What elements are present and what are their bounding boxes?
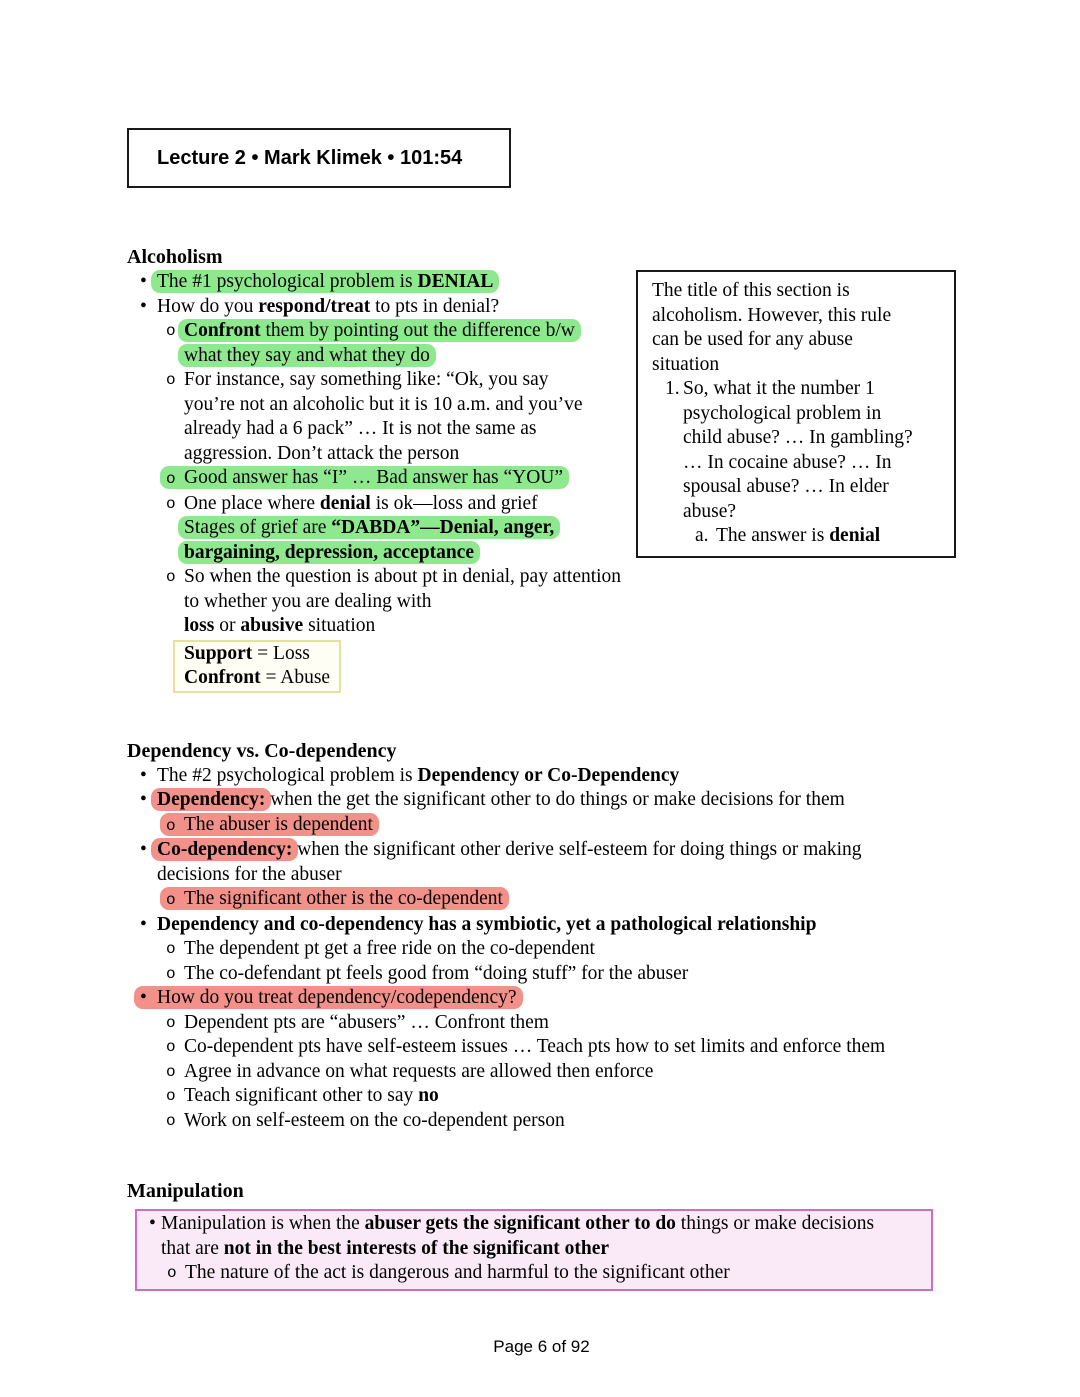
- number-marker: 1.: [665, 378, 680, 399]
- text-seg: The #2 psychological problem is: [157, 764, 418, 786]
- text-seg-bold: not in the best interests of the significant other: [223, 1237, 610, 1259]
- text-seg: The co-defendant pt feels good from “doing stuff” for the abuser: [184, 962, 689, 984]
- alc-sub-so-when: [127, 565, 956, 639]
- text-seg: How do you treat dependency/codependency?: [157, 987, 517, 1008]
- alcoholism-heading: Alcoholism: [127, 246, 223, 268]
- dep-bullet-how-treat: [134, 986, 956, 1011]
- circle-marker: o: [166, 494, 176, 513]
- dep-bullet-symbiotic: [127, 913, 956, 938]
- circle-marker: o: [166, 1013, 176, 1032]
- text-seg: you’re not an alcoholic but it is 10 a.m. and you’ve: [184, 393, 583, 415]
- text-seg: Dependent pts are “abusers” … Confront them: [184, 1011, 549, 1033]
- dep-sub-agree-advance: [127, 1060, 956, 1085]
- text-seg-bold: DENIAL: [417, 271, 494, 292]
- text-seg: For instance, say something like: “Ok, you say: [184, 369, 549, 390]
- red-highlight: [160, 887, 509, 910]
- dep-sub-free-ride: [127, 937, 956, 962]
- green-highlight: [178, 344, 436, 367]
- red-highlight: [151, 788, 271, 811]
- dep-sub-abuser-dependent: [160, 813, 956, 839]
- circle-marker: o: [166, 1038, 176, 1056]
- text-seg: abuse?: [683, 500, 737, 522]
- text-seg: situation: [652, 353, 720, 375]
- text-seg: Stages of grief are: [184, 517, 332, 538]
- alc-bullet-respond: [127, 295, 956, 320]
- text-seg: The #1 psychological problem is: [157, 271, 418, 292]
- text-seg-bold: “DABDA”—Denial, anger,: [331, 517, 555, 538]
- text-seg: The dependent pt get a free ride on the co-dependent: [184, 938, 595, 959]
- text-seg: = Abuse: [260, 667, 331, 688]
- text-seg: spousal abuse? … In elder: [683, 476, 889, 497]
- green-highlight: [178, 516, 560, 539]
- circle-marker: o: [166, 322, 176, 340]
- text-seg: that are: [161, 1237, 224, 1259]
- green-highlight: [160, 466, 569, 489]
- circle-marker: o: [166, 1111, 176, 1130]
- circle-marker: o: [166, 371, 176, 389]
- text-seg: So, what it the number 1: [683, 378, 875, 399]
- green-highlight: [178, 541, 480, 564]
- circle-marker: o: [166, 470, 176, 488]
- manipulation-heading: Manipulation: [127, 1180, 244, 1202]
- alc-sub-confront: [127, 319, 956, 368]
- text-seg: can be used for any abuse: [652, 329, 853, 350]
- text-seg: The nature of the act is dangerous and harmful to the significant other: [185, 1262, 730, 1283]
- text-seg-bold: no: [418, 1085, 439, 1106]
- text-seg-bold: Dependency:: [157, 789, 266, 810]
- dep-sub-say-no: [127, 1084, 956, 1109]
- text-seg-bold: Confront: [184, 667, 261, 688]
- red-highlight: [134, 986, 523, 1009]
- text-seg: … In cocaine abuse? … In: [683, 451, 892, 473]
- bullet-marker: •: [140, 764, 147, 786]
- text-seg: psychological problem in: [683, 402, 882, 424]
- text-seg: alcoholism. However, this rule: [652, 304, 892, 326]
- text-seg: The title of this section is: [652, 280, 850, 301]
- text-seg: How do you: [157, 295, 259, 317]
- section-alcoholism: [127, 245, 956, 693]
- text-seg: Good answer has “I” … Bad answer has “YOU”: [184, 467, 564, 488]
- circle-marker: o: [166, 964, 176, 983]
- text-seg-bold: respond/treat: [258, 295, 371, 317]
- text-seg: Co-dependent pts have self-esteem issues … Teach pts how to set limits and enforce them: [184, 1036, 886, 1057]
- text-seg: The abuser is dependent: [184, 813, 373, 835]
- text-seg: child abuse? … In gambling?: [683, 427, 913, 448]
- text-seg-bold: denial: [829, 525, 881, 546]
- text-seg: Agree in advance on what requests are allowed then enforce: [184, 1060, 654, 1082]
- text-seg: already had a 6 pack” … It is not the same as: [184, 418, 537, 439]
- support-confront-rule-box: [173, 640, 341, 693]
- man-sub-nature: [139, 1261, 929, 1286]
- bullet-marker: •: [140, 913, 147, 935]
- page-number: Page 6 of 92: [493, 1336, 590, 1356]
- text-seg-bold: abuser gets the significant other to do: [364, 1213, 676, 1234]
- section-manipulation: [127, 1179, 956, 1291]
- circle-marker: o: [166, 1087, 176, 1105]
- text-seg: when the significant other derive self-esteem for doing things or making: [292, 839, 862, 860]
- bullet-marker: •: [140, 987, 147, 1008]
- alc-bullet-denial: [127, 270, 956, 295]
- text-seg: situation: [303, 615, 376, 636]
- bullet-marker: •: [149, 1213, 156, 1234]
- dep-bullet-dependency: [127, 788, 956, 813]
- text-seg: The significant other is the co-dependent: [184, 888, 503, 909]
- text-seg: is ok—loss and grief: [370, 492, 538, 514]
- dependency-heading: Dependency vs. Co-dependency: [127, 739, 397, 762]
- text-seg-bold: abusive: [240, 615, 304, 636]
- circle-marker: o: [166, 568, 176, 586]
- circle-marker: o: [166, 1062, 176, 1081]
- text-seg: what they say and what they do: [184, 344, 430, 366]
- text-seg: Teach significant other to say: [184, 1085, 419, 1106]
- text-seg: Manipulation is when the: [161, 1213, 365, 1234]
- text-seg-bold: bargaining, depression, acceptance: [184, 541, 474, 563]
- page-content: [0, 128, 1080, 1359]
- circle-marker: o: [166, 940, 176, 958]
- text-seg: The answer is: [716, 525, 830, 546]
- text-seg: or: [214, 615, 241, 636]
- dep-bullet-codependency: [127, 838, 956, 887]
- text-seg: aggression. Don’t attack the person: [184, 442, 460, 464]
- alc-sub-one-place: [127, 492, 956, 566]
- bullet-marker: •: [140, 295, 147, 317]
- text-seg-bold: denial: [319, 492, 371, 514]
- text-seg: decisions for the abuser: [157, 863, 342, 885]
- dep-bullet-number2: [127, 764, 956, 789]
- circle-marker: o: [167, 1264, 177, 1282]
- text-seg-bold: Support: [184, 642, 253, 664]
- text-seg: Work on self-esteem on the co-dependent person: [184, 1109, 565, 1131]
- text-seg-bold: Dependency and co-dependency has a symbiotic, yet a pathological relationship: [157, 913, 817, 935]
- text-seg: So when the question is about pt in denial, pay attention to whether you are dealing with: [184, 566, 622, 612]
- dep-sub-feels-good: [127, 962, 956, 987]
- text-seg: One place where: [184, 492, 320, 514]
- man-bullet-definition: [139, 1212, 929, 1261]
- text-seg-bold: loss: [184, 615, 215, 636]
- text-seg: to pts in denial?: [370, 295, 500, 317]
- text-seg: things or make decisions: [675, 1213, 875, 1234]
- bullet-marker: •: [140, 789, 147, 810]
- dep-sub-codependent-selfesteem: [127, 1035, 956, 1060]
- red-highlight: [160, 813, 379, 836]
- alc-sub-for-instance: [127, 368, 956, 466]
- circle-marker: o: [166, 816, 176, 835]
- bullet-marker: •: [140, 271, 147, 292]
- circle-marker: o: [166, 891, 176, 909]
- text-seg: when the get the significant other to do things or make decisions for them: [265, 789, 845, 810]
- section-dependency: [127, 739, 956, 1134]
- lecture-header-box: [127, 128, 511, 188]
- text-seg-bold: Confront: [184, 320, 261, 341]
- dep-sub-significant-other: [160, 887, 956, 913]
- green-highlight: [151, 270, 499, 293]
- letter-marker: a.: [695, 525, 709, 546]
- text-seg: them by pointing out the difference b/w: [260, 320, 575, 341]
- text-seg-bold: Co-dependency:: [157, 839, 293, 860]
- manipulation-pink-box: [135, 1209, 933, 1291]
- text-seg: = Loss: [252, 642, 310, 664]
- dep-sub-dependent-abusers: [127, 1011, 956, 1036]
- text-seg-bold: Dependency or Co-Dependency: [417, 764, 680, 786]
- bullet-marker: •: [140, 839, 147, 860]
- lecture-title: Lecture 2 • Mark Klimek • 101:54: [157, 146, 463, 169]
- dep-sub-work-selfesteem: [127, 1109, 956, 1134]
- green-highlight: [178, 319, 581, 342]
- red-highlight: [151, 838, 298, 861]
